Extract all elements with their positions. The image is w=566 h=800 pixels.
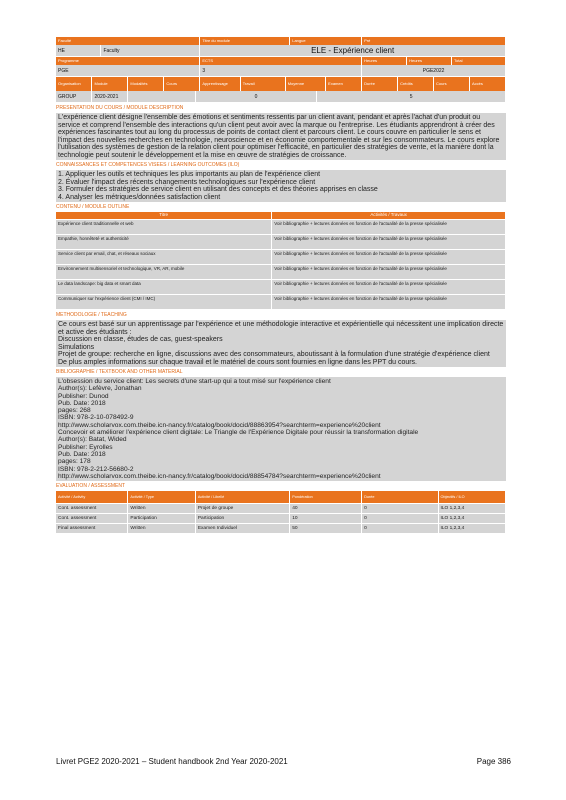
eval-cell: Participation <box>128 514 195 524</box>
document-page <box>56 37 506 534</box>
header-label: Cours <box>164 77 200 91</box>
table-row <box>56 524 506 534</box>
outline-topic: Le data landscape: big data et smart data <box>56 280 272 295</box>
eval-cell: 0 <box>362 514 438 524</box>
outline-col-header: Activités / Travaux <box>272 212 506 220</box>
eval-cell: 0 <box>362 504 438 514</box>
eval-col-header: Durée <box>362 491 438 504</box>
ects-value: 3 <box>200 65 362 77</box>
table-row <box>56 235 506 250</box>
outline-activity: Voir bibliographie + lectures données en fonction de l'actualité de la presse spécialisée <box>272 280 506 295</box>
bibliography-line: ISBN: 978-2-212-56680-2 <box>58 465 134 473</box>
organisation-header-table <box>56 77 506 91</box>
presentation-heading: PRESENTATION DU COURS / MODULE DESCRIPTION <box>56 105 184 111</box>
methodology-line: Ce cours est basé sur un apprentissage par l'expérience et une méthodologie interactive et expérientielle qui nécessitent une implication directe et active des étudiants : <box>58 321 504 336</box>
bibliography-link[interactable]: http://www.scholarvox.com.theibe.icn-nancy.fr/catalog/book/docid/88854784?searchterm=experience%20client <box>58 472 381 480</box>
bibliography-line: Publisher: Eyrolles <box>58 443 113 451</box>
table-row <box>56 280 506 295</box>
header-label: Organisation <box>56 77 92 91</box>
eval-col-header: Activité / Activity <box>56 491 128 504</box>
eval-cell: Final assessment <box>56 524 128 534</box>
module-header-values <box>56 45 506 57</box>
outline-activity: Voir bibliographie + lectures données en fonction de l'actualité de la presse spécialisée <box>272 295 506 310</box>
header-label: Faculté <box>56 37 200 45</box>
page-number: Page 386 <box>476 757 511 766</box>
header-label: Cours <box>434 77 470 91</box>
bibliography-line: L'obsession du service client: Les secrets d'une start-up qui a tout misé sur l'expérience client <box>58 378 331 385</box>
eval-cell: ILO 1,2,3,4 <box>438 514 505 524</box>
methodology-heading: METHODOLOGIE / TEACHING <box>56 312 127 318</box>
outline-topic: Communiquer sur l'expérience client (CMI / IMC) <box>56 295 272 310</box>
credits-value: 5 <box>317 91 506 103</box>
header-label: Examen <box>326 77 362 91</box>
outline-topic: Service client par email, chat, et réseaux sociaux <box>56 250 272 265</box>
program-value: PGE <box>56 65 200 77</box>
header-label: Accès <box>469 77 505 91</box>
evaluation-heading: EVALUATION / ASSESSMENT <box>56 483 125 490</box>
header-label: Durée <box>362 77 398 91</box>
header-label: Crédits <box>398 77 434 91</box>
eval-cell: Written <box>128 504 195 514</box>
outcomes-list <box>56 170 506 202</box>
evaluation-table <box>56 491 506 534</box>
eval-cell: 40 <box>290 504 362 514</box>
header-label: Titre du module <box>200 37 290 45</box>
program-code: PGE2022 <box>362 65 506 77</box>
table-row <box>56 265 506 280</box>
table-row <box>56 295 506 310</box>
eval-cell: ILO 1,2,3,4 <box>438 524 505 534</box>
bibliography-line: Pub. Date: 2018 <box>58 399 106 407</box>
page-footer <box>56 757 511 766</box>
empty-cell <box>128 91 195 103</box>
bibliography-line: pages: 268 <box>58 407 91 415</box>
methodology-line: De plus amples informations sur chaque travail et le matériel de cours sont fournies en ligne dans les PPT du cours. <box>58 358 417 366</box>
bibliography-line: Concevoir et améliorer l'expérience client digitale: Le Triangle de l'Expérience Digitale pour réussir la transformation digitale <box>58 429 419 437</box>
header-label: Total <box>452 57 506 65</box>
bibliography-line: pages: 178 <box>58 458 91 466</box>
outcomes-heading: CONNAISSANCES ET COMPETENCES VISEES / LEARNING OUTCOMES (ILO) <box>56 162 240 168</box>
header-label: Travail <box>240 77 285 91</box>
bibliography-heading: BIBLIOGRAPHIE / TEXTBOOK AND OTHER MATERIAL <box>56 369 183 375</box>
table-row <box>56 220 506 235</box>
hours-value: 0 <box>195 91 316 103</box>
bibliography-line: Publisher: Dunod <box>58 392 109 400</box>
eval-cell: Projet de groupe <box>195 504 289 514</box>
header-label: Module <box>92 77 128 91</box>
outline-col-header: Titre <box>56 212 272 220</box>
module-header-table <box>56 37 506 45</box>
outcome-item: 1. Appliquer les outils et techniques les plus importants au plan de l'expérience client <box>58 171 321 178</box>
methodology-line: Simulations <box>58 343 95 351</box>
outline-topic: Expérience client traditionnelle et web <box>56 220 272 235</box>
header-label: Langue <box>290 37 362 45</box>
bibliography-link[interactable]: http://www.scholarvox.com.theibe.icn-nancy.fr/catalog/book/docid/88863954?searchterm=experience%20client <box>58 421 381 429</box>
eval-cell: Participation <box>195 514 289 524</box>
methodology-line: Discussion en classe, études de cas, guest-speakers <box>58 336 223 343</box>
outline-heading: CONTENU / MODULE OUTLINE <box>56 204 130 210</box>
outline-activity: Voir bibliographie + lectures données en fonction de l'actualité de la presse spécialisée <box>272 250 506 265</box>
header-label: Moyenne <box>285 77 325 91</box>
outline-activity: Voir bibliographie + lectures données en fonction de l'actualité de la presse spécialisée <box>272 220 506 235</box>
outline-activity: Voir bibliographie + lectures données en fonction de l'actualité de la presse spécialisée <box>272 265 506 280</box>
eval-col-header: Activité / Libellé <box>195 491 289 504</box>
eval-cell: Cont. assessment <box>56 514 128 524</box>
eval-col-header: Activité / Type <box>128 491 195 504</box>
outcome-item: 4. Analyser les métriques/données satisfaction client <box>58 193 221 201</box>
bibliography-line: Pub. Date: 2018 <box>58 450 106 458</box>
eval-cell: 0 <box>362 524 438 534</box>
presentation-text: L'expérience client désigne l'ensemble des émotions et sentiments ressentis par un client avant, pendant et après l'achat d'un produit ou service et comprend l'ensemble des interactions qu'un client peut avoir avec la marque ou l'entreprise. Les étudiants apprendront à créer des expériences fascinantes tout au long du processus de points de contact client et parcours client. Le cours couvre en particulier le sens et l'impact des nouvelles recherches en technologie, neuroscience et en économie comportementale et sur les consommateurs. Le cours explore l'utilisation des systèmes de gestion de la relation client pour optimiser l'efficacité, en particulier des stratégies de vente, et la manière dont la technologie peut soutenir le développement et la mise en œuvre de stratégies de croissance. <box>56 113 506 160</box>
faculty-name: Faculty <box>101 45 200 57</box>
header-label: Heures <box>362 57 407 65</box>
outcome-item: 3. Formuler des stratégies de service client en utilisant des concepts et des théories apprises en classe <box>58 186 378 193</box>
methodology-text <box>56 320 506 367</box>
header-label: Modalités <box>128 77 164 91</box>
footer-handbook-title: Livret PGE2 2020-2021 – Student handbook 2nd Year 2020-2021 <box>56 757 288 766</box>
header-label: Apprentissage <box>200 77 240 91</box>
table-row <box>56 514 506 524</box>
year-value: 2020-2021 <box>92 91 128 103</box>
module-title: ELE - Expérience client <box>200 45 506 57</box>
outcome-item: 2. Évaluer l'impact des récents changements technologiques sur l'expérience client <box>58 178 316 186</box>
header-label: Programme <box>56 57 200 65</box>
bibliography-line: Author(s): Lefèvre, Jonathan <box>58 385 142 393</box>
outline-table <box>56 212 506 310</box>
header-label: Heures <box>407 57 452 65</box>
eval-cell: 10 <box>290 514 362 524</box>
eval-col-header: Objectifs / ILO <box>438 491 505 504</box>
eval-col-header: Pondération <box>290 491 362 504</box>
header-label: Pré <box>362 37 506 45</box>
outline-topic: Environnement multisensoriel et technologique, VR, AR, mobile <box>56 265 272 280</box>
table-row <box>56 250 506 265</box>
eval-cell: Examen Individuel <box>195 524 289 534</box>
bibliography-line: Author(s): Batat, Wided <box>58 436 127 444</box>
outline-topic: Empathie, honnêteté et authenticité <box>56 235 272 250</box>
header-label: ECTS <box>200 57 362 65</box>
eval-cell: Cont. assessment <box>56 504 128 514</box>
faculty-code: HE <box>56 45 101 57</box>
organisation-values <box>56 91 506 103</box>
table-row <box>56 504 506 514</box>
bibliography-line: ISBN: 978-2-10-078492-9 <box>58 414 134 422</box>
eval-cell: 50 <box>290 524 362 534</box>
bibliography-text <box>56 377 506 481</box>
group-value: GROUP <box>56 91 92 103</box>
outline-activity: Voir bibliographie + lectures données en fonction de l'actualité de la presse spécialisée <box>272 235 506 250</box>
methodology-line: Projet de groupe: recherche en ligne, discussions avec des consommateurs, aboutissant à la formulation d'une stratégie d'expérience client <box>58 351 490 358</box>
program-header-table <box>56 57 506 77</box>
eval-cell: ILO 1,2,3,4 <box>438 504 505 514</box>
eval-cell: Written <box>128 524 195 534</box>
